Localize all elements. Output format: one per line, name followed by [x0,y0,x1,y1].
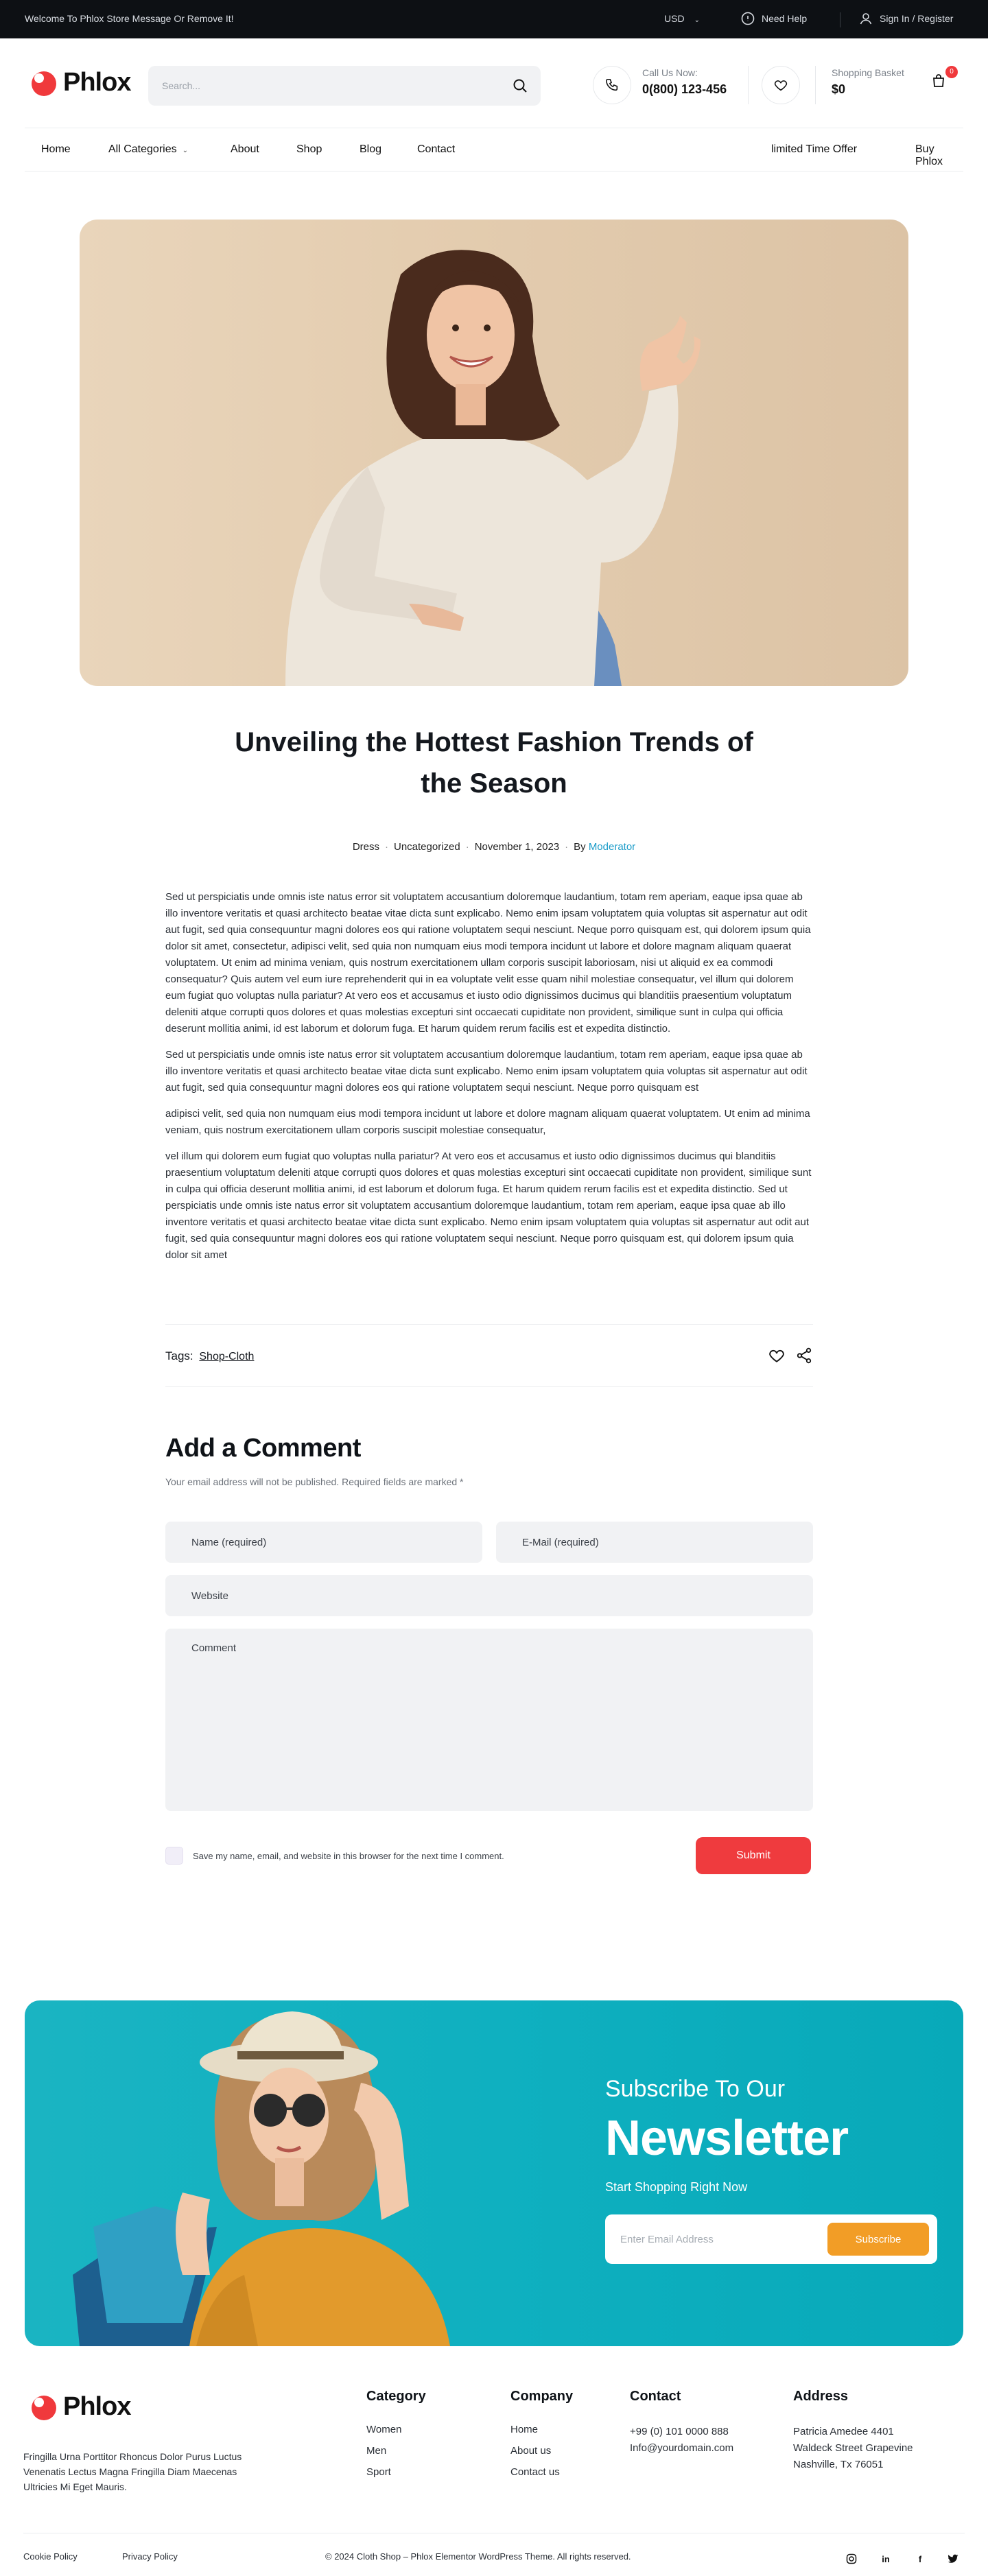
footer-email[interactable]: Info@yourdomain.com [630,2442,734,2454]
cart-button[interactable] [930,68,954,93]
nav-item-about[interactable]: About [231,143,259,155]
meta-separator: · [465,841,469,853]
logo-text: Phlox [63,2391,131,2421]
footer-column-title: Company [510,2389,574,2404]
footer-address-column [793,2389,913,2473]
footer-about: Fringilla Urna Porttitor Rhoncus Dolor Purus Luctus Venenatis Lectus Magna Fringilla Diam Maecenas Ultricies Mi Eget Mauris. [23,2451,242,2492]
footer-link[interactable]: Women [366,2424,402,2435]
search-input[interactable] [148,66,491,106]
wishlist-button[interactable] [762,66,800,104]
newsletter-subtitle: Start Shopping Right Now [605,2180,748,2194]
share-icon[interactable] [795,1347,813,1364]
call-info [642,67,727,97]
header-divider [748,66,749,104]
logo[interactable] [26,66,130,99]
nav-item-label: All Categories [108,143,177,155]
footer-company-column [510,2389,573,2488]
linkedin-icon[interactable]: in [882,2553,890,2564]
post-category-link[interactable]: Uncategorized [393,841,460,853]
post-date: November 1, 2023 [474,841,560,853]
shopping-bag-icon [930,73,947,89]
nav-item-limited-offer[interactable]: limited Time Offer [771,143,858,155]
post-meta [0,841,988,853]
need-help-link[interactable] [741,12,807,25]
call-number[interactable]: 0(800) 123-456 [642,82,727,96]
newsletter-title: Newsletter [605,2111,849,2166]
email-field[interactable] [496,1522,813,1563]
tag-link[interactable]: Shop-Cloth [199,1351,255,1362]
footer-link[interactable]: About us [510,2445,552,2457]
post-category-link[interactable]: Dress [352,841,379,853]
chevron-down-icon: ⌄ [182,147,188,154]
post-by-label: By [574,841,586,853]
submit-button[interactable]: Submit [696,1837,811,1874]
footer-phone[interactable]: +99 (0) 101 0000 888 [630,2426,729,2437]
copyright: © 2024 Cloth Shop – Phlox Elementor WordPress Theme. All rights reserved. [325,2551,631,2562]
comment-note: Your email address will not be published. Required fields are marked * [165,1476,464,1487]
save-info-checkbox[interactable] [165,1847,183,1865]
save-info-label: Save my name, email, and website in this browser for the next time I comment. [193,1850,504,1861]
newsletter-line1: Subscribe To Our [605,2076,786,2102]
footer-address-line: Patricia Amedee 4401 [793,2426,894,2437]
footer-link[interactable]: Men [366,2445,387,2457]
nav-item-shop[interactable]: Shop [296,143,322,155]
search-bar [148,66,541,106]
footer-category-column [366,2389,426,2488]
post-featured-image [80,220,908,686]
comment-field[interactable] [165,1629,813,1811]
facebook-icon[interactable]: f [918,2553,922,2564]
currency-select[interactable] [664,13,700,24]
footer-link[interactable]: Sport [366,2466,391,2478]
website-field[interactable] [165,1575,813,1616]
save-info-option [165,1847,504,1865]
tags-label: Tags: [165,1349,193,1362]
footer-column-title: Address [793,2389,849,2404]
cart-count-badge: 0 [945,66,958,78]
subscribe-button[interactable]: Subscribe [827,2223,929,2256]
post-title: Unveiling the Hottest Fashion Trends of the Season [235,727,753,799]
top-bar [0,0,988,38]
nav-item-all-categories[interactable] [108,143,188,156]
call-label: Call Us Now: [642,67,698,78]
post-author-link[interactable]: Moderator [588,841,636,853]
instagram-icon[interactable] [844,2551,859,2566]
nav-item-contact[interactable]: Contact [417,143,456,155]
post-tags [165,1349,254,1363]
chevron-down-icon: ⌄ [694,16,700,24]
shopping-basket[interactable] [832,67,904,97]
footer-link[interactable]: Contact us [510,2466,560,2478]
post-paragraph: vel illum qui dolorem eum fugiat quo voluptas nulla pariatur? At vero eos et accusamus et iusto odio dignissimos ducimus qui blanditiis praesentium voluptatum deleniti atque corrupti quos dolores et quas molestias excepturi sint occaecati cupiditate non provident, similique sunt in culpa qui officia deserunt mollitia animi, id est laborum et dolorum fuga. Et harum quidem rerum facilis est et expedita distinctio. Sed ut perspiciatis unde omnis iste natus error sit voluptatem accusantium doloremque laudantium, totam rem aperiam, eaque ipsa quae ab illo inventore veritatis et quasi architecto beatae vitae dicta sunt explicabo. Nemo enim ipsam voluptatem quia voluptas sit aspernatur aut odit aut fugit, sed quia consequuntur magni dolores eos qui ratione voluptatem sequi nesciunt. Neque porro quisquam est, qui dolorem ipsum quia dolor sit amet [165,1150,812,1261]
phone-button[interactable] [593,66,631,104]
sign-in-link[interactable] [859,12,953,25]
footer-column-title: Contact [630,2389,681,2404]
logo-mark-icon [26,2390,59,2423]
nav-item-blog[interactable]: Blog [360,143,382,155]
footer-column-title: Category [366,2389,426,2404]
user-icon [859,12,873,25]
welcome-message: Welcome To Phlox Store Message Or Remove It! [25,13,234,24]
post-body [165,889,813,1273]
heart-icon[interactable] [768,1347,786,1364]
woman-ok-gesture-illustration [80,220,908,686]
newsletter-email-input[interactable] [620,2214,812,2264]
help-icon [741,12,755,25]
nav-item-buy-phlox[interactable]: Buy Phlox [915,143,943,167]
footer-address-line: Waldeck Street Grapevine [793,2442,913,2454]
search-icon[interactable] [512,78,528,94]
meta-separator: · [565,841,569,853]
header [0,38,988,128]
phone-icon [604,78,620,93]
meta-separator: · [384,841,388,853]
header-divider [815,66,816,104]
newsletter-banner [25,2000,963,2346]
post-tags-bar [165,1324,813,1387]
footer-link[interactable]: Home [510,2424,539,2435]
logo-mark-icon [26,66,59,99]
currency-label: USD [664,13,685,24]
logo-text: Phlox [63,67,131,97]
post-actions [768,1347,813,1364]
footer-bottom-bar [23,2533,965,2574]
footer-contact-column [630,2389,733,2457]
heart-icon [773,78,788,93]
nav-item-home[interactable]: Home [41,143,71,155]
need-help-label: Need Help [762,13,808,24]
post-paragraph: adipisci velit, sed quia non numquam eius modi tempora incidunt ut labore et dolore magnam aliquam quaerat voluptatem. Ut enim ad minima veniam, quis nostrum exercitationem ullam corporis suscipit molestiae consequatur, [165,1108,810,1136]
comment-heading: Add a Comment [165,1434,361,1463]
sign-in-label: Sign In / Register [880,13,954,24]
main-nav [25,128,963,172]
footer-address-line: Nashville, Tx 76051 [793,2459,884,2470]
cookie-policy-link[interactable]: Cookie Policy [23,2551,78,2562]
newsletter-form [605,2214,937,2264]
privacy-policy-link[interactable]: Privacy Policy [122,2551,178,2562]
name-field[interactable] [165,1522,482,1563]
twitter-icon[interactable] [945,2551,961,2566]
woman-shopping-bags-illustration [52,2000,601,2346]
footer-logo[interactable] [26,2390,130,2423]
basket-amount: $0 [832,82,846,96]
post-paragraph: Sed ut perspiciatis unde omnis iste natus error sit voluptatem accusantium doloremque laudantium, totam rem aperiam, eaque ipsa quae ab illo inventore veritatis et quasi architecto beatae vitae dicta sunt explicabo. Nemo enim ipsam voluptatem quia voluptas sit aspernatur aut odit aut fugit, sed quia consequuntur magni dolores eos qui ratione voluptatem sequi nesciunt. Neque porro quisquam est, qui dolorem ipsum quia dolor sit amet, consectetur, adipisci velit, sed quia non numquam eius modi tempora incidunt ut labore et dolore magnam aliquam quaerat voluptatem. Ut enim ad minima veniam, quis nostrum exercitationem ullam corporis suscipit laboriosam, nisi ut aliquid ex ea commodi consequatur? Quis autem vel eum iure reprehenderit qui in ea voluptate velit esse quam nihil molestiae consequatur, vel illum qui dolorem eum fugiat quo voluptas nulla pariatur? At vero eos et accusamus et iusto odio dignissimos ducimus qui blanditiis praesentium voluptatum deleniti atque corrupti quos dolores et quas molestias excepturi sint occaecati cupiditate non provident, similique sunt in culpa qui officia deserunt mollitia animi, id est laborum et dolorum fuga. Et harum quidem rerum facilis est et expedita distinctio. [165,891,811,1035]
basket-label: Shopping Basket [832,67,904,78]
post-paragraph: Sed ut perspiciatis unde omnis iste natus error sit voluptatem accusantium doloremque laudantium, totam rem aperiam, eaque ipsa quae ab illo inventore veritatis et quasi architecto beatae vitae dicta sunt explicabo. Nemo enim ipsam voluptatem quia voluptas sit aspernatur aut odit aut fugit, sed quia consequuntur magni dolores eos qui ratione voluptatem sequi nesciunt. Neque porro quisquam est [165,1049,808,1094]
